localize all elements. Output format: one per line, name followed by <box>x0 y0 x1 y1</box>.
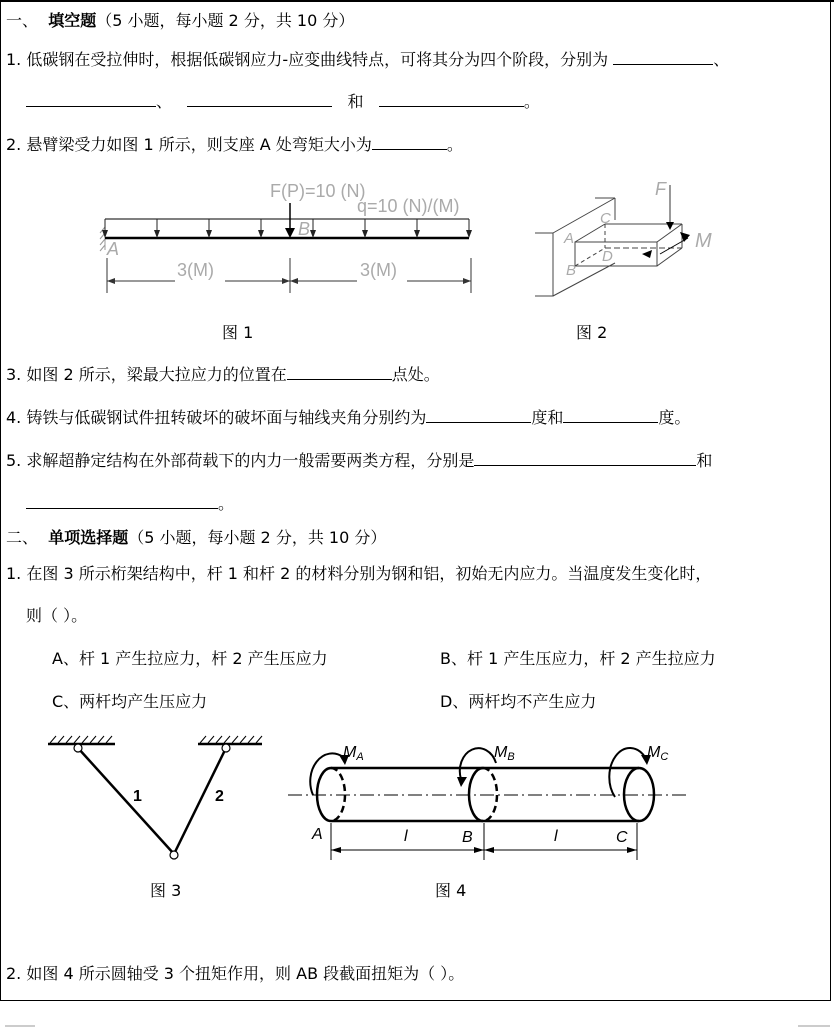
hatch-line <box>106 736 112 743</box>
figure-4-caption: 图 4 <box>435 881 467 900</box>
question-text: 4. 铸铁与低碳钢试件扭转破坏的破坏面与轴线夹角分别约为 <box>6 408 427 427</box>
point-a-label: A <box>107 239 120 259</box>
answer-blank[interactable] <box>426 406 531 423</box>
question-text: 则（ ）。 <box>26 606 88 625</box>
period: 。 <box>523 92 540 111</box>
option-b[interactable]: B、杆 1 产生压应力，杆 2 产生拉应力 <box>440 649 716 668</box>
span-1-label: 3(M) <box>177 260 214 280</box>
length-1-label: l <box>404 828 408 845</box>
subscript: B <box>507 751 515 763</box>
point-c-label: C <box>600 210 611 227</box>
point-c-label: C <box>616 829 628 846</box>
answer-blank[interactable] <box>26 90 156 107</box>
moment-c-label: M <box>647 744 661 761</box>
answer-blank[interactable] <box>379 90 524 107</box>
question-text: 5. 求解超静定结构在外部荷载下的内力一般需要两类方程，分别是 <box>6 451 475 470</box>
period: 。 <box>446 135 463 154</box>
hatch-line <box>208 736 214 743</box>
answer-blank[interactable] <box>613 48 713 65</box>
dim-arrow-icon <box>627 847 637 853</box>
moment-arrow-icon <box>642 250 652 258</box>
question-1-3 <box>6 363 440 386</box>
point-force-arrow-icon <box>285 228 295 238</box>
svg-text:MB <box>494 744 515 763</box>
question-1-4 <box>6 406 690 429</box>
hatch-line <box>216 736 222 743</box>
span-2-label: 3(M) <box>360 260 397 280</box>
moment-b-label: M <box>494 744 508 761</box>
option-c[interactable]: C、两杆均产生压应力 <box>52 692 208 711</box>
hatch-line <box>248 736 254 743</box>
section2-title: 单项选择题 <box>48 528 129 547</box>
length-2-label: l <box>554 828 558 845</box>
figure-2-3d-beam <box>520 175 740 305</box>
subscript: C <box>660 751 669 763</box>
answer-blank[interactable] <box>474 449 696 466</box>
dim-arrow-icon <box>107 278 115 284</box>
question-1-1-cont <box>26 90 540 113</box>
answer-blank[interactable] <box>372 133 447 150</box>
figure-4-shaft <box>283 735 693 865</box>
hatch-line <box>66 736 72 743</box>
pin-joint-icon <box>222 744 230 752</box>
bar-1 <box>78 748 174 854</box>
svg-text:MA <box>343 744 364 763</box>
page-corner-mark <box>5 1025 35 1027</box>
suffix: 点处。 <box>391 365 440 384</box>
question-text: 2. 悬臂梁受力如图 1 所示，则支座 A 处弯矩大小为 <box>6 135 372 154</box>
bar-1-label: 1 <box>133 788 142 805</box>
figure-3-caption: 图 3 <box>150 881 182 900</box>
point-b-label: B <box>462 829 473 846</box>
hatch-line <box>98 736 104 743</box>
moment-c-arrow <box>609 748 645 797</box>
page-corner-mark <box>798 1025 830 1027</box>
moment-label: M <box>695 230 712 252</box>
question-text: 3. 如图 2 所示，梁最大拉应力的位置在 <box>6 365 287 384</box>
hatch-line <box>224 736 230 743</box>
moment-a-label: M <box>343 744 357 761</box>
option-d[interactable]: D、两杆均不产生应力 <box>440 692 597 711</box>
hatch-line <box>240 736 246 743</box>
conjunction: 和 <box>347 92 364 111</box>
dim-arrow-icon <box>463 278 471 284</box>
option-a[interactable]: A、杆 1 产生拉应力，杆 2 产生压应力 <box>52 649 328 668</box>
hatch-line <box>74 736 80 743</box>
hatch-line <box>50 736 56 743</box>
figure-2-caption: 图 2 <box>576 323 608 342</box>
force-label: F <box>655 179 666 199</box>
question-1-5-cont <box>26 492 234 515</box>
period: 。 <box>218 494 235 513</box>
force-arrow-icon <box>666 222 674 230</box>
figure-1-cantilever-beam <box>95 175 485 300</box>
hatch-line <box>90 736 96 743</box>
dim-arrow-icon <box>331 847 341 853</box>
question-2-1 <box>6 563 711 585</box>
mid-text: 度和 <box>531 408 564 427</box>
moment-b-arrowhead-icon <box>457 777 467 787</box>
question-text: 1. 低碳钢在受拉伸时，根据低碳钢应力-应变曲线特点，可将其分为四个阶段，分别为 <box>6 50 609 69</box>
svg-text:MC <box>647 744 668 763</box>
section1-number: 一、 <box>6 11 39 30</box>
point-b-label: B <box>566 262 577 279</box>
answer-blank[interactable] <box>26 492 218 509</box>
dimension-lines <box>331 823 637 860</box>
hatch-line <box>58 736 64 743</box>
pin-joint-icon <box>74 744 82 752</box>
section2-header <box>6 527 386 549</box>
point-b-label: B <box>298 219 311 239</box>
load-label: q=10 (N)/(M) <box>357 196 460 216</box>
answer-blank[interactable] <box>187 90 332 107</box>
wall-support-icon <box>100 225 105 251</box>
separator: 、 <box>156 92 173 111</box>
question-2-1-cont <box>26 605 87 627</box>
separator: 、 <box>713 50 730 69</box>
section1-title: 填空题 <box>48 11 97 30</box>
hatch-line <box>232 736 238 743</box>
bar-2-label: 2 <box>215 788 224 805</box>
section1-header <box>6 10 354 32</box>
hatch-line <box>256 736 262 743</box>
dim-arrow-icon <box>282 278 290 284</box>
suffix: 度。 <box>658 408 691 427</box>
point-d-label: D <box>602 248 613 265</box>
moment-b-arrow <box>460 748 496 779</box>
section2-note: （5 小题，每小题 2 分，共 10 分） <box>128 528 387 547</box>
point-a-label: A <box>312 826 323 843</box>
figure-3-truss <box>40 730 280 870</box>
pin-joint-icon <box>170 851 178 859</box>
hatch-line <box>200 736 206 743</box>
section2-number: 二、 <box>6 528 39 547</box>
subscript: A <box>356 751 364 763</box>
answer-blank[interactable] <box>287 363 392 380</box>
figure-1-caption: 图 1 <box>222 323 254 342</box>
question-1-2 <box>6 133 463 156</box>
hatch-line <box>82 736 88 743</box>
conjunction: 和 <box>696 451 713 470</box>
moment-a-arrow <box>310 753 343 795</box>
dim-arrow-icon <box>484 847 494 853</box>
point-a-label: A <box>564 230 575 247</box>
question-1-1 <box>6 48 729 71</box>
question-2-2: 2. 如图 4 所示圆轴受 3 个扭矩作用，则 AB 段截面扭矩为（ ）。 <box>6 964 465 983</box>
question-text: 1. 在图 3 所示桁架结构中，杆 1 和杆 2 的材料分别为钢和铝，初始无内应力。当温度发生变化时， <box>6 564 712 583</box>
dimension-lines <box>107 258 471 293</box>
answer-blank[interactable] <box>563 406 658 423</box>
wall-edge <box>535 233 553 296</box>
section1-note: （5 小题，每小题 2 分，共 10 分） <box>96 11 355 30</box>
dim-arrow-icon <box>290 278 298 284</box>
question-1-5 <box>6 449 712 472</box>
force-label: F(P)=10 (N) <box>270 181 366 201</box>
dim-arrow-icon <box>474 847 484 853</box>
